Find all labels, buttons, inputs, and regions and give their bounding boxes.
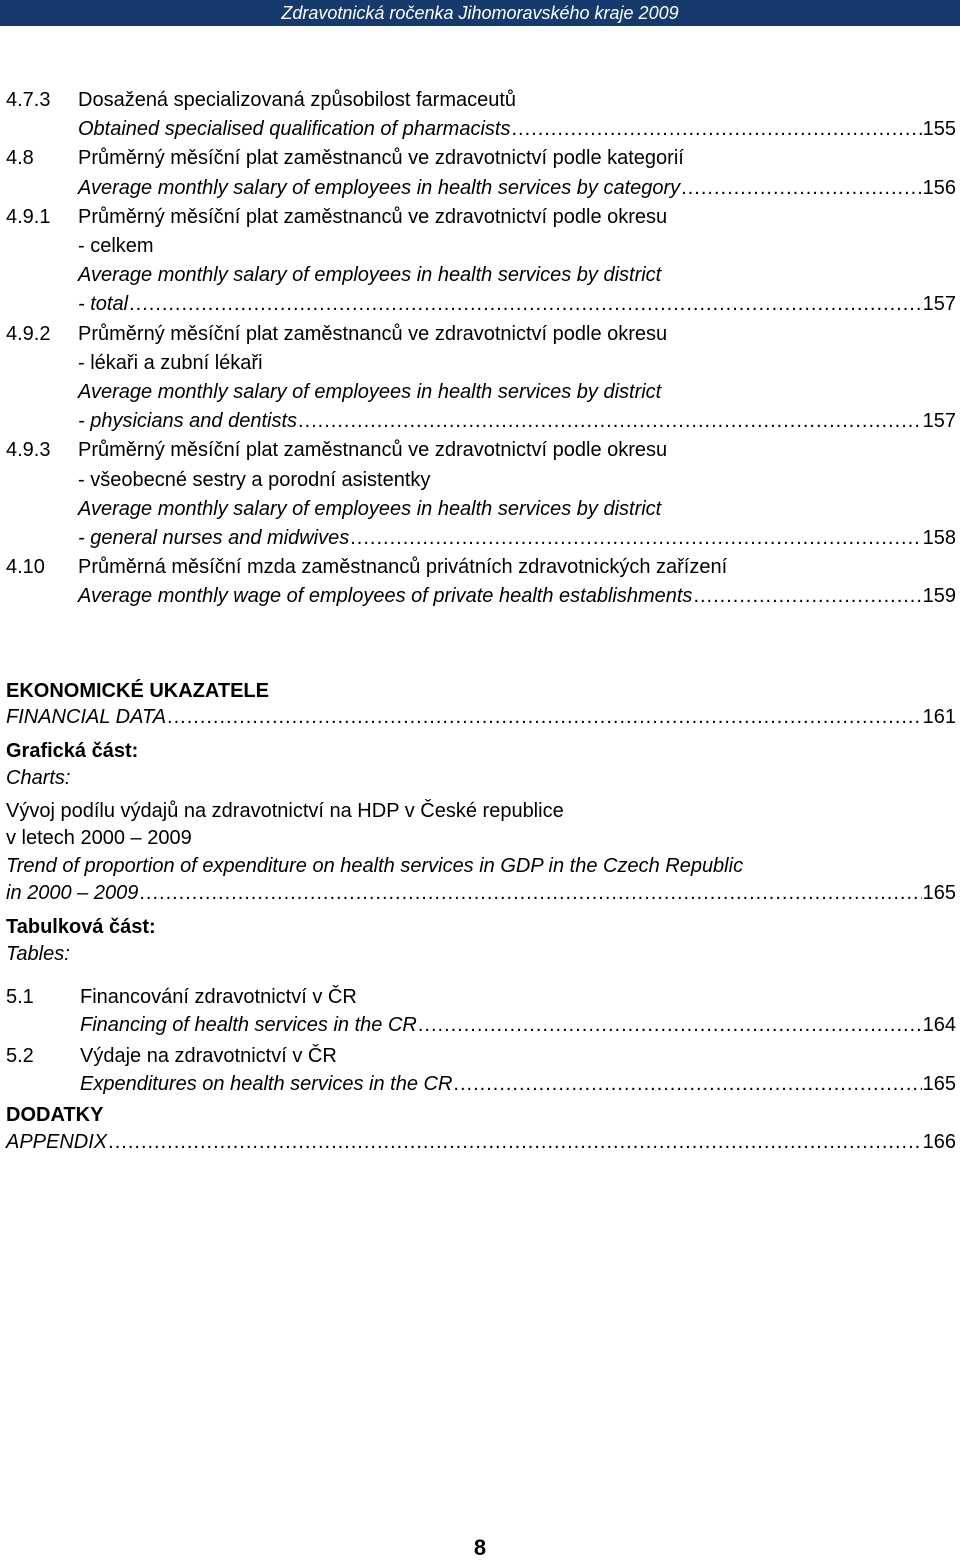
- toc-entry-page: 156: [922, 176, 956, 199]
- toc-entry-4-9-3[interactable]: [6, 436, 956, 553]
- toc-entry-page: 165: [922, 1072, 956, 1095]
- dot-leader: [418, 1011, 922, 1039]
- toc-entry-number: 4.8: [6, 147, 34, 170]
- page-number: 8: [473, 1535, 487, 1560]
- dot-leader: [350, 524, 921, 553]
- toc-entry-title-cz: Dosažená specializovaná způsobilost farmaceutů: [78, 89, 517, 111]
- section-title-cz: EKONOMICKÉ UKAZATELE: [6, 679, 269, 702]
- toc-entry-title-en: Obtained specialised qualification of pharmacists: [78, 118, 511, 141]
- chart-page: 165: [922, 882, 956, 905]
- toc-entry-4-9-1[interactable]: [6, 203, 956, 320]
- dot-leader: [693, 582, 921, 611]
- section-charts: [6, 738, 956, 792]
- toc-entry-page: 157: [922, 293, 956, 316]
- charts-heading-cz: Grafická část:: [6, 739, 139, 762]
- dot-leader: [108, 1129, 921, 1156]
- chart-title-en: Trend of proportion of expenditure on health services in GDP in the Czech Republic: [6, 854, 744, 877]
- toc-entry-title-en: Expenditures on health services in the CR: [80, 1072, 453, 1095]
- dot-leader: [129, 290, 922, 319]
- toc-entry-title-en: Financing of health services in the CR: [80, 1013, 417, 1036]
- charts-heading-en: Charts:: [6, 766, 71, 789]
- toc-entry-title-en: Average monthly salary of employees in health services by district: [78, 264, 662, 287]
- toc-entry-number: 4.10: [6, 556, 45, 579]
- toc-entry-subtitle-cz: - všeobecné sestry a porodní asistentky: [78, 468, 431, 491]
- toc-entry-title-cz: Průměrný měsíční plat zaměstnanců ve zdravotnictví podle okresu: [78, 322, 668, 345]
- toc-entry-page: 164: [922, 1013, 956, 1036]
- appendix-page: 166: [922, 1130, 956, 1153]
- toc-entry-page: 158: [922, 527, 956, 550]
- running-header: Zdravotnická ročenka Jihomoravského kraje 2009: [0, 0, 960, 26]
- toc-entry-number: 4.9.3: [6, 439, 51, 462]
- tables-heading-en: Tables:: [6, 942, 70, 965]
- toc-entry-title-cz: Výdaje na zdravotnictví v ČR: [80, 1044, 337, 1067]
- toc-entry-chart[interactable]: [6, 798, 956, 908]
- dot-leader: [139, 880, 921, 908]
- toc-entry-number: 5.2: [6, 1044, 34, 1067]
- toc-entry-5-1[interactable]: [6, 983, 956, 1039]
- toc-entry-title-cz: Průměrná měsíční mzda zaměstnanců privátních zdravotnických zařízení: [78, 556, 728, 579]
- toc-entry-title-cz: Průměrný měsíční plat zaměstnanců ve zdravotnictví podle okresu: [78, 205, 668, 228]
- toc-entry-number: 4.9.2: [6, 322, 51, 345]
- toc-entry-page: 157: [922, 410, 956, 433]
- section-tables: [6, 914, 956, 968]
- section-title-en: FINANCIAL DATA: [6, 705, 167, 728]
- dot-leader: [298, 407, 922, 436]
- chart-title-cz: Vývoj podílu výdajů na zdravotnictví na HDP v České republice: [6, 799, 564, 822]
- dot-leader: [453, 1070, 921, 1098]
- toc-entry-title-cz: Průměrný měsíční plat zaměstnanců ve zdravotnictví podle kategorií: [78, 147, 684, 170]
- dot-leader: [167, 704, 922, 730]
- toc-entry-subtitle-cz: - lékaři a zubní lékaři: [78, 351, 263, 374]
- appendix-title-cz: DODATKY: [6, 1103, 104, 1126]
- toc-entry-5-2[interactable]: [6, 1042, 956, 1098]
- toc-entry-4-7-3[interactable]: [6, 86, 956, 144]
- dot-leader: [511, 115, 921, 144]
- chart-title-cz-years: v letech 2000 – 2009: [6, 827, 192, 850]
- toc-entry-title-en: Average monthly salary of employees in health services by category: [78, 176, 681, 199]
- toc-entry-page: 159: [922, 585, 956, 608]
- chart-title-en-years: in 2000 – 2009: [6, 882, 139, 905]
- tables-heading-cz: Tabulková část:: [6, 915, 156, 938]
- toc-entry-number: 4.7.3: [6, 89, 51, 111]
- appendix-title-en: APPENDIX: [6, 1130, 108, 1153]
- section-page: 161: [922, 705, 956, 728]
- toc-entry-4-9-2[interactable]: [6, 320, 956, 437]
- toc-entry-number: 5.1: [6, 985, 34, 1008]
- section-appendix[interactable]: [6, 1102, 956, 1156]
- toc-entry-title-en: Average monthly salary of employees in health services by district: [78, 497, 662, 520]
- toc-entry-subtitle-en: - physicians and dentists: [78, 410, 298, 433]
- toc-entry-4-8[interactable]: [6, 144, 956, 202]
- toc-entry-title-cz: Financování zdravotnictví v ČR: [80, 985, 357, 1008]
- toc-entry-title-cz: Průměrný měsíční plat zaměstnanců ve zdravotnictví podle okresu: [78, 439, 668, 462]
- toc-entry-subtitle-en: - total: [78, 293, 129, 316]
- toc-entry-title-en: Average monthly salary of employees in health services by district: [78, 381, 662, 404]
- toc-entry-page: 155: [922, 118, 956, 141]
- section-economic[interactable]: [6, 678, 956, 730]
- table-of-contents: [6, 86, 956, 1156]
- toc-entry-title-en: Average monthly wage of employees of private health establishments: [78, 585, 693, 608]
- toc-entry-subtitle-cz: - celkem: [78, 235, 154, 258]
- toc-entry-number: 4.9.1: [6, 205, 51, 228]
- toc-entry-4-10[interactable]: [6, 553, 956, 611]
- dot-leader: [681, 174, 921, 203]
- toc-entry-subtitle-en: - general nurses and midwives: [78, 527, 350, 550]
